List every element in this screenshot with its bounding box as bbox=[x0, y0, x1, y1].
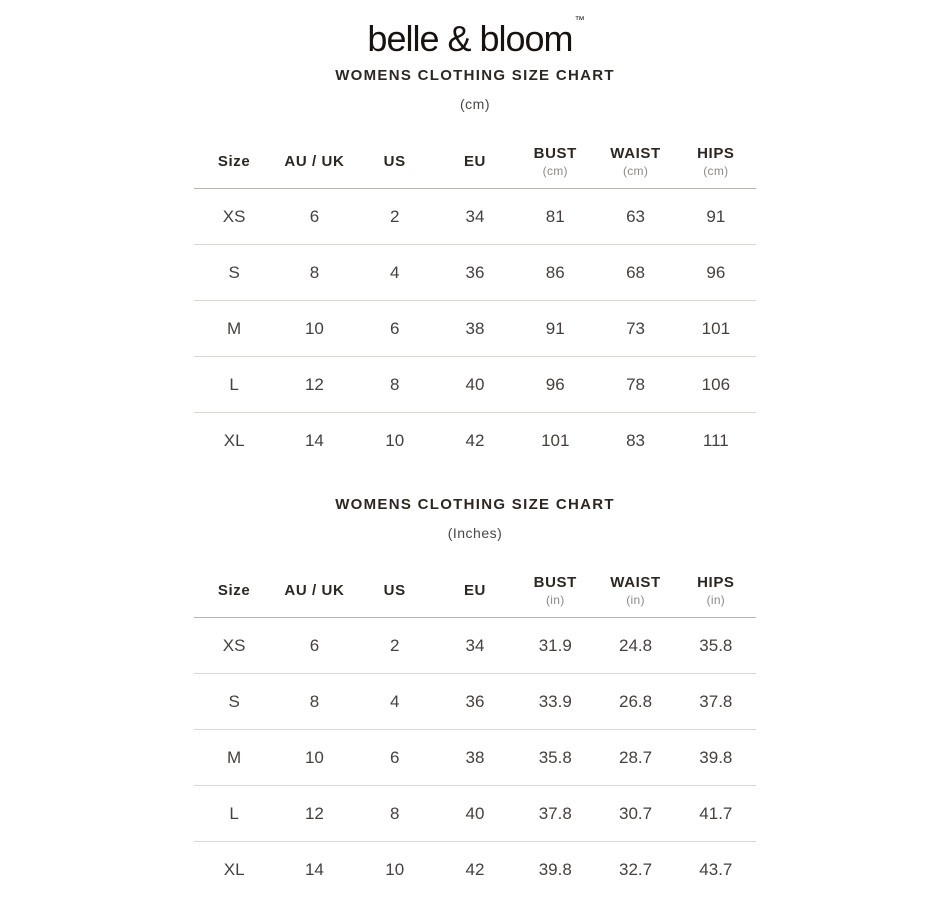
column-header-au-uk bbox=[274, 557, 354, 618]
column-header-us bbox=[355, 557, 435, 618]
column-header-au-uk bbox=[274, 128, 354, 189]
column-unit: (in) bbox=[545, 592, 565, 607]
table-row bbox=[194, 786, 756, 842]
table-cell-au-uk: 10 bbox=[304, 747, 324, 767]
table-row bbox=[194, 301, 756, 357]
table-row bbox=[194, 245, 756, 301]
table-cell-au-uk: 14 bbox=[304, 860, 324, 880]
table-row bbox=[194, 618, 756, 674]
table-cell-bust: 31.9 bbox=[538, 635, 572, 655]
chart-unit-inches: (Inches) bbox=[447, 524, 503, 541]
column-unit: (cm) bbox=[542, 163, 568, 178]
column-label: US bbox=[383, 581, 406, 599]
table-cell-au-uk: 8 bbox=[309, 262, 320, 282]
column-unit: (in) bbox=[706, 592, 726, 607]
table-cell-au-uk: 6 bbox=[309, 206, 320, 226]
column-header-us bbox=[355, 128, 435, 189]
table-cell-au-uk: 10 bbox=[304, 318, 324, 338]
table-row bbox=[194, 674, 756, 730]
column-label: HIPS bbox=[697, 573, 735, 591]
column-label: AU / UK bbox=[284, 581, 345, 599]
chart-unit-cm: (cm) bbox=[460, 95, 490, 112]
table-row bbox=[194, 189, 756, 245]
table-cell-size: M bbox=[227, 318, 242, 338]
column-label: WAIST bbox=[610, 573, 661, 591]
column-label: US bbox=[383, 152, 406, 170]
table-cell-hips: 43.7 bbox=[699, 860, 733, 880]
table-cell-waist: 68 bbox=[626, 262, 645, 282]
table-cell-bust: 91 bbox=[545, 318, 565, 338]
brand-header bbox=[0, 15, 950, 59]
table-cell-size: S bbox=[228, 691, 240, 711]
table-cell-hips: 106 bbox=[701, 374, 731, 394]
column-header-size bbox=[194, 128, 274, 189]
table-cell-us: 2 bbox=[389, 635, 400, 655]
table-cell-hips: 101 bbox=[701, 318, 731, 338]
trademark-symbol: ™ bbox=[574, 15, 585, 26]
brand-name: belle & bloom bbox=[367, 18, 573, 59]
table-cell-hips: 37.8 bbox=[699, 691, 733, 711]
table-cell-us: 8 bbox=[389, 374, 400, 394]
table-row bbox=[194, 730, 756, 786]
table-cell-waist: 73 bbox=[626, 318, 645, 338]
table-cell-au-uk: 14 bbox=[304, 431, 324, 451]
table-cell-eu: 36 bbox=[465, 262, 485, 282]
column-unit: (cm) bbox=[703, 163, 729, 178]
size-table-inches bbox=[194, 557, 756, 898]
table-cell-hips: 35.8 bbox=[699, 635, 733, 655]
table-cell-bust: 39.8 bbox=[538, 860, 572, 880]
table-cell-bust: 86 bbox=[545, 262, 565, 282]
column-header-bust bbox=[515, 128, 595, 189]
table-cell-waist: 63 bbox=[626, 206, 645, 226]
column-label: AU / UK bbox=[284, 152, 345, 170]
column-header-eu bbox=[435, 128, 515, 189]
table-cell-size: L bbox=[229, 803, 239, 823]
table-cell-bust: 81 bbox=[545, 206, 565, 226]
table-cell-waist: 32.7 bbox=[619, 860, 653, 880]
table-cell-hips: 111 bbox=[702, 431, 729, 451]
column-label: HIPS bbox=[697, 144, 735, 162]
table-row bbox=[194, 842, 756, 898]
table-cell-waist: 28.7 bbox=[619, 747, 653, 767]
table-cell-eu: 36 bbox=[465, 691, 485, 711]
size-chart-cm-section bbox=[0, 67, 950, 469]
table-cell-us: 10 bbox=[385, 431, 405, 451]
column-header-bust bbox=[515, 557, 595, 618]
chart-title-cm: WOMENS CLOTHING SIZE CHART bbox=[335, 66, 615, 84]
table-cell-size: XS bbox=[222, 635, 246, 655]
table-cell-eu: 42 bbox=[465, 431, 485, 451]
table-cell-us: 8 bbox=[389, 803, 400, 823]
column-header-waist bbox=[595, 557, 675, 618]
table-cell-size: XL bbox=[223, 860, 245, 880]
column-header-size bbox=[194, 557, 274, 618]
table-cell-eu: 34 bbox=[465, 635, 485, 655]
table-cell-eu: 40 bbox=[465, 374, 485, 394]
table-cell-bust: 96 bbox=[545, 374, 565, 394]
table-cell-size: M bbox=[227, 747, 242, 767]
column-header-eu bbox=[435, 557, 515, 618]
table-cell-hips: 39.8 bbox=[699, 747, 733, 767]
table-cell-size: L bbox=[229, 374, 239, 394]
table-cell-bust: 101 bbox=[541, 431, 570, 451]
column-label: Size bbox=[217, 152, 251, 170]
table-cell-eu: 34 bbox=[465, 206, 485, 226]
table-cell-hips: 91 bbox=[706, 206, 726, 226]
column-label: BUST bbox=[533, 144, 577, 162]
column-unit: (cm) bbox=[622, 163, 649, 178]
table-cell-au-uk: 12 bbox=[304, 374, 324, 394]
column-header-hips bbox=[676, 128, 756, 189]
column-label: WAIST bbox=[610, 144, 661, 162]
column-unit: (in) bbox=[626, 592, 645, 607]
table-header-row bbox=[194, 128, 756, 189]
table-cell-eu: 42 bbox=[465, 860, 485, 880]
column-label: EU bbox=[463, 152, 486, 170]
table-cell-size: XL bbox=[223, 431, 245, 451]
brand-logo bbox=[0, 15, 950, 59]
column-label: BUST bbox=[533, 573, 577, 591]
table-cell-size: S bbox=[228, 262, 240, 282]
table-cell-waist: 83 bbox=[626, 431, 645, 451]
column-label: EU bbox=[463, 581, 486, 599]
table-cell-us: 4 bbox=[389, 691, 400, 711]
table-cell-bust: 35.8 bbox=[538, 747, 572, 767]
table-cell-au-uk: 6 bbox=[309, 635, 320, 655]
table-cell-hips: 96 bbox=[706, 262, 726, 282]
table-header-row bbox=[194, 557, 756, 618]
table-cell-us: 6 bbox=[389, 747, 400, 767]
table-cell-au-uk: 12 bbox=[304, 803, 324, 823]
column-label: Size bbox=[217, 581, 251, 599]
column-header-hips bbox=[676, 557, 756, 618]
table-cell-bust: 33.9 bbox=[538, 691, 572, 711]
table-cell-eu: 40 bbox=[465, 803, 485, 823]
table-cell-waist: 26.8 bbox=[619, 691, 653, 711]
table-cell-hips: 41.7 bbox=[699, 803, 733, 823]
table-cell-us: 6 bbox=[389, 318, 400, 338]
table-cell-waist: 30.7 bbox=[619, 803, 653, 823]
chart-title-inches: WOMENS CLOTHING SIZE CHART bbox=[335, 495, 615, 513]
table-cell-size: XS bbox=[222, 206, 246, 226]
table-cell-bust: 37.8 bbox=[538, 803, 572, 823]
table-cell-waist: 24.8 bbox=[619, 635, 653, 655]
table-cell-au-uk: 8 bbox=[309, 691, 320, 711]
table-cell-us: 2 bbox=[389, 206, 400, 226]
size-chart-inches-section bbox=[0, 496, 950, 898]
table-row bbox=[194, 413, 756, 469]
size-table-cm bbox=[194, 128, 756, 469]
table-cell-us: 4 bbox=[389, 262, 400, 282]
table-cell-eu: 38 bbox=[465, 747, 485, 767]
table-cell-waist: 78 bbox=[626, 374, 645, 394]
table-row bbox=[194, 357, 756, 413]
table-cell-us: 10 bbox=[385, 860, 405, 880]
column-header-waist bbox=[595, 128, 675, 189]
table-cell-eu: 38 bbox=[465, 318, 485, 338]
